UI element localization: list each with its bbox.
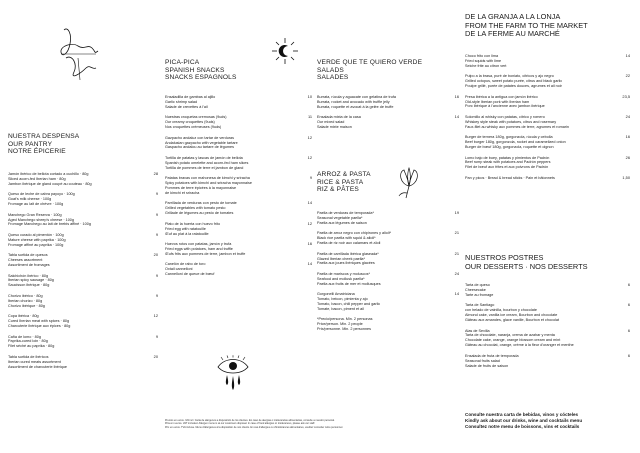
- menu-item: [317, 317, 459, 332]
- menu-item-name: Paella de carrillada ibérica glaseada*: [317, 251, 379, 256]
- menu-item-name: Manchego Gran Reserva · 100g: [8, 212, 62, 217]
- legal-line: Prix en euros. TVA incluse. Menu d'allergènes à la disposition de nos clients. En cas d'allergies ou d'intolérances alimentaires, veuillez consulter notre personnel.: [165, 425, 343, 429]
- menu-item-translation: Grilled vegetables with tomato pesto: [165, 206, 226, 211]
- menu-item-translation: Sliced acorn-fed Iberian ham · 80g: [8, 176, 66, 181]
- menu-item: [317, 95, 459, 110]
- menu-item-price: 16: [625, 134, 630, 140]
- menu-item-name: Pan y picos · Bread & bread sticks · Pain et bâtonnets: [465, 175, 555, 180]
- menu-item-translation: con helado de vainilla, bourbon y chocolate: [465, 308, 537, 313]
- menu-item: [165, 242, 312, 257]
- menu-item-name: Copa ibérica · 80g: [8, 314, 39, 319]
- menu-item-translation: Fromage affiné au paprika · 100g: [8, 242, 64, 247]
- menu-item-translation: Burrata, rocket and avocado with truffle jelly: [317, 99, 390, 104]
- menu-item-translation: Tortilla de pommes de terre et jambon de gland: [165, 165, 244, 170]
- menu-item-price: 12: [307, 220, 312, 226]
- menu-item: [165, 222, 312, 237]
- menu-item-translation: Iberian chorizo · 80g: [8, 298, 43, 303]
- menu-item-translation: Fried eggs with potatoes, ham and truffle: [165, 247, 233, 251]
- menu-item-price: 24: [625, 113, 630, 119]
- menu-item-name: Paella de arroz negro con chipirones y alioli*: [317, 231, 392, 236]
- menu-item: [8, 233, 158, 248]
- menu-item-price: 6: [627, 282, 630, 287]
- menu-item-translation: Faux-filet au whisky aux pommes de terre, agrumes et romarin: [465, 124, 569, 129]
- title-line: DE LA FERME AU MARCHÉ: [465, 29, 560, 39]
- title-line: VERDE QUE TE QUIERO VERDE: [317, 59, 423, 66]
- menu-item-name: Ensalada de fruta de temporada: [465, 353, 519, 358]
- menu-item: [465, 303, 630, 323]
- menu-item-name: Chorizo ibérico · 80g: [8, 293, 43, 298]
- menu-item-price: 14: [625, 53, 630, 58]
- menu-item-translation: Grilled octopus, sweet potato purée, citrus and black garlic: [465, 79, 563, 84]
- menu-item-translation: Gâteau au chocolat, orange, crème à la fleur d'oranger et menthe: [465, 343, 574, 348]
- menu-item-price: 21: [454, 250, 459, 256]
- legal-line: Prices in euros. VAT included. Allergen menu is at our customers disposal. In case of food allergies or intolerances, please ask our staff.: [165, 422, 316, 426]
- menu-item-translation: Chocolate cake, orange, orange blossom cream and mint: [465, 338, 561, 343]
- menu-item-translation: Tomato, beicon, pimienta y ajo: [317, 297, 368, 302]
- menu-item-translation: Seasonal fruits salad: [465, 358, 500, 363]
- menu-item-translation: Charcuterie ibérique aux épices · 80g: [8, 324, 71, 328]
- menu-item-name: Salchichón ibérico · 80g: [8, 273, 49, 278]
- menu-item-name: Caña de lomo · 80g: [8, 334, 41, 339]
- menu-item-name: Paella de verduras de temporada*: [317, 211, 374, 215]
- menu-item-translation: Almond cake, vanilla ice cream, Bourbon and chocolate: [465, 313, 558, 318]
- menu-item-translation: Garlic shrimp salad: [165, 99, 198, 104]
- title-line: RIZ & PÂTES: [317, 186, 359, 194]
- menu-item-price: 23,5: [622, 93, 630, 99]
- menu-item-name: Tortilla de patatas y lascas de jamón de bellota: [165, 155, 243, 160]
- farm-market-list: [465, 54, 630, 186]
- title-line: ARROZ & PASTA: [317, 171, 371, 178]
- menu-item-price: 12: [307, 134, 312, 140]
- menu-item: [465, 283, 630, 298]
- menu-item: [465, 329, 630, 349]
- menu-item-translation: Paella de riz noir aux calamars et aïoli: [317, 241, 381, 246]
- menu-item: [465, 115, 630, 130]
- menu-item-translation: Seiche frite au citron vert: [465, 63, 507, 68]
- menu-item: [165, 201, 312, 216]
- menu-item-price: 10: [307, 94, 312, 99]
- menu-item-name: Gorgonelli Amatriciana: [317, 292, 355, 297]
- menu-item-translation: Tarta de chocolate, naranja, crema de azahar y menta: [465, 333, 555, 338]
- menu-item-translation: Cheesecake: [465, 287, 486, 292]
- footer-line: Consultez notre menu de boissons, vins et cocktails: [465, 423, 580, 429]
- menu-item-name: Queso de leche de cabra payoyo · 100g: [8, 192, 75, 197]
- menu-item-price: 16: [454, 94, 459, 99]
- menu-item: [465, 354, 630, 369]
- menu-item-name: Ensaladilla de gambas al ajillo: [165, 95, 216, 99]
- menu-item-price: 9: [155, 292, 158, 298]
- menu-item-translation: Tomate, bacon, piment et ail: [317, 306, 364, 311]
- menu-item-translation: Spanish potato omelette and acorn-fed ham slices: [165, 160, 249, 165]
- menu-item-translation: Paella aux fruits de mer et mollusques: [317, 281, 381, 286]
- menu-item-translation: Gaspacho andalou au tartare de légumes: [165, 145, 235, 150]
- menu-item-price: 19: [454, 210, 459, 215]
- menu-item-translation: Nos croquettes crémeuses (9uds): [165, 125, 222, 130]
- menu-item-translation: Beef burger 180g, gorgonzola, rocket and caramelized onion: [465, 140, 566, 145]
- menu-item-price: 20: [153, 353, 158, 359]
- menu-item: [8, 274, 158, 289]
- menu-item-price: 16: [307, 241, 312, 247]
- menu-item-translation: Prix/personne. Min. 2 personnes: [317, 327, 371, 332]
- menu-item-translation: Our creamy croquettes (9uds): [165, 120, 215, 125]
- menu-item: [165, 136, 312, 151]
- menu-item-name: Lomo bajo de buey, patatas y pimientos de Padrón: [465, 155, 550, 160]
- menu-item-price: 28: [153, 171, 158, 176]
- menu-item-translation: Gâteau aux amandes, glace vanille, Bourbon et chocolat: [465, 318, 560, 323]
- sun-moon-icon: [270, 36, 300, 66]
- menu-item-translation: Mature cheese with paprika · 100g: [8, 237, 66, 242]
- menu-item-price: 20: [153, 252, 158, 258]
- menu-item-price: 6: [627, 302, 630, 308]
- menu-item-translation: Goat's milk cheese · 100g: [8, 197, 52, 202]
- menu-item-price: 9: [155, 333, 158, 339]
- menu-item-translation: Œufs frits aux pommes de terre, jambon et truffe: [165, 251, 246, 256]
- menu-item-name: Ensalada mixta de la casa: [317, 115, 361, 120]
- menu-item: [465, 135, 630, 150]
- title-line: SALADES: [317, 74, 349, 82]
- menu-item-name: Tarta de Santiago: [465, 303, 495, 308]
- menu-item: [465, 95, 630, 110]
- menu-item-translation: Fried egg with ratatouille: [165, 226, 206, 231]
- menu-item-name: Solomillo al whisky con patatas, cítrico y romero: [465, 114, 545, 119]
- title-line: SALADS: [317, 66, 344, 74]
- menu-item-translation: Burrata, roquette et avocat à la gelée de truffe: [317, 104, 394, 109]
- menu-item-name: Queso curado al pimentón · 100g: [8, 232, 64, 237]
- pantry-list: [8, 172, 158, 375]
- menu-item-name: Burrata, rúcula y aguacate con gelatina de trufa: [317, 95, 397, 99]
- title-line: NUESTRA DESPENSA: [8, 133, 80, 140]
- menu-item-price: 22: [625, 73, 630, 79]
- menu-item-translation: Seafood and mollusk paella*: [317, 276, 365, 281]
- snacks-title: [165, 59, 237, 82]
- menu-item-translation: Whiskey style steak with potatoes, citrus and rosemary: [465, 119, 557, 124]
- menu-item-name: Huevos rotos con patatas, jamón y trufa: [165, 242, 232, 247]
- title-line: PICA-PICA: [165, 59, 200, 66]
- menu-item-translation: de kimchi et sriracha: [165, 190, 200, 195]
- menu-item-price: 24: [454, 270, 459, 276]
- menu-item-name: Tabla surtida de quesos: [8, 253, 48, 258]
- menu-item-translation: Iberian cured meats assortment: [8, 359, 61, 364]
- menu-item: [465, 54, 630, 69]
- menu-item-translation: Salade de crevettes à l'ail: [165, 104, 208, 109]
- signature-logo: [58, 24, 100, 82]
- menu-item: [8, 314, 158, 329]
- menu-item-name: Gazpacho andaluz con tartar de verduras: [165, 135, 234, 140]
- menu-item-price: 12: [307, 154, 312, 160]
- menu-item-translation: Pommes de terre épicées à la mayonnaise: [165, 186, 237, 191]
- menu-item-translation: Fromage Manchego au lait de brebis affiné · 100g: [8, 222, 91, 227]
- menu-item-name: Pulpo a la brasa, puré de boniato, cítricos y ajo negro: [465, 74, 554, 79]
- menu-item-translation: Porc ibérique à l'ancienne avec jambon ibérique: [465, 104, 545, 109]
- title-line: OUR DESSERTS · NOS DESSERTS: [465, 261, 588, 271]
- menu-item-price: 14: [454, 291, 459, 297]
- menu-item: [165, 176, 312, 196]
- menu-item: [8, 192, 158, 207]
- menu-item-translation: Beef rump steak with potatoes and Padrón peppers: [465, 160, 551, 165]
- menu-item: [8, 355, 158, 370]
- menu-item-name: Tarta de queso: [465, 283, 490, 287]
- menu-item-translation: Poulpe grillé, purée de patates douces, agrumes et ail noir: [465, 84, 562, 89]
- menu-item-price: 6: [627, 352, 630, 358]
- menu-item-price: 14: [307, 261, 312, 267]
- title-line: RICE & PASTA: [317, 178, 364, 186]
- title-line: NUESTROS POSTRES: [465, 253, 544, 262]
- menu-item-translation: Oxtail cannelloni: [165, 267, 193, 272]
- menu-item-price: 14: [307, 200, 312, 206]
- menu-item-translation: Cheeses assortment: [8, 258, 43, 263]
- menu-item-translation: Tarte au fromage: [465, 292, 494, 297]
- menu-item-translation: Jambon ibérique de gland coupé au couteau · 80g: [8, 181, 92, 186]
- menu-item-name: *Precio/persona. Min. 2 personas: [317, 317, 373, 322]
- menu-item-price: 14: [454, 114, 459, 120]
- menu-item-price: 6: [627, 327, 630, 333]
- menu-item-price: 9: [155, 272, 158, 278]
- menu-item-translation: Aged Manchego sheep's cheese · 100g: [8, 217, 74, 222]
- desserts-list: [465, 283, 630, 374]
- menu-item-translation: Burger de bœuf 180g, gorgonzola, roquette et oignon: [465, 145, 554, 150]
- menu-item-name: Jamón ibérico de bellota cortado a cuchillo · 80g: [8, 172, 89, 176]
- menu-item-name: Tabla surtida de ibéricos: [8, 354, 49, 359]
- menu-item-price: 26: [625, 154, 630, 160]
- menu-item: [165, 156, 312, 171]
- menu-item-translation: Chorizo ibérique · 80g: [8, 303, 45, 308]
- drinks-footer: [465, 412, 582, 429]
- menu-item-name: Choco frito con lima: [465, 54, 499, 58]
- farm-market-title: [465, 13, 588, 39]
- rice-title: [317, 171, 371, 194]
- menu-item-translation: Fromage au lait de chèvre · 100g: [8, 202, 64, 207]
- desserts-title: [465, 254, 588, 271]
- menu-item-price: 12: [153, 313, 158, 319]
- menu-item-translation: Filet de bœuf aux frites et aux poivrons de Padrón: [465, 165, 549, 170]
- menu-item: [165, 262, 312, 277]
- menu-item-price: 9: [309, 175, 312, 181]
- menu-item-name: Nuestras croquetas cremosas (9uds): [165, 115, 227, 120]
- menu-item-translation: Salade de fruits de saison: [465, 363, 509, 368]
- menu-item-name: Parrillada de verduras con pesto de tomate: [165, 201, 237, 206]
- menu-item-price: 1,50: [622, 174, 630, 180]
- menu-item: [465, 74, 630, 89]
- menu-item-translation: Spicy potatoes with kimchi and sriracha mayonnaise: [165, 181, 252, 186]
- menu-item: [317, 272, 459, 287]
- menu-item-translation: Glazed Iberian cheek paella*: [317, 256, 365, 261]
- menu-item-name: Burger de ternera 180g, gorgonzola, rúcula y cebolla: [465, 135, 553, 140]
- footer-line: Consulte nuestra carta de bebidas, vinos y cócteles: [465, 412, 579, 417]
- menu-item-translation: Paella aux légumes de saison: [317, 220, 367, 225]
- menu-item-name: Plato de la huerta con huevo frito: [165, 221, 221, 226]
- legal-line: Precios en euros. IVA incl. Carta de alérgenos a disposición de los clientes. En caso de alergias o intolerancias alimentarias, consulte a nuestro personal.: [165, 419, 335, 422]
- menu-item: [8, 213, 158, 228]
- menu-item-translation: Cured Iberian meat with spices · 80g: [8, 319, 70, 324]
- title-line: OUR PANTRY: [8, 140, 53, 148]
- menu-item: [165, 115, 312, 130]
- title-line: SPANISH SNACKS: [165, 66, 225, 74]
- menu-item-name: Patatas bravas con mahonesa de kimchi y sriracha: [165, 176, 250, 181]
- title-line: FROM THE FARM TO THE MARKET: [465, 20, 588, 30]
- menu-item-translation: Black rice paella with squid & alioli*: [317, 236, 376, 241]
- title-line: DE LA GRANJA A LA LONJA: [465, 12, 561, 21]
- menu-item-price: 11: [307, 114, 312, 120]
- menu-item: [465, 176, 630, 181]
- menu-item-name: Paella de mariscos y moluscos*: [317, 271, 370, 276]
- menu-item: [8, 172, 158, 187]
- menu-item-translation: Œuf au plat à la ratatouille: [165, 231, 209, 236]
- menu-item-name: Alas de Sevilla: [465, 328, 490, 333]
- menu-item-translation: Cannelloni de queue de bœuf: [165, 272, 215, 277]
- menu-item-translation: Grillade de légumes au pesto de tomates: [165, 211, 234, 216]
- menu-item: [8, 294, 158, 309]
- menu-item-translation: Seasonal vegetable paella*: [317, 215, 363, 220]
- menu-item: [317, 115, 459, 130]
- menu-item: [317, 231, 459, 246]
- menu-item-translation: Old-style Iberian pork with Iberian ham: [465, 99, 530, 104]
- flower-icon: [394, 166, 424, 200]
- menu-item-price: 9: [155, 231, 158, 237]
- menu-item-translation: Filet séché au paprika · 80g: [8, 344, 55, 349]
- menu-item-name: Canelón de rabo de toro: [165, 262, 206, 267]
- menu-item-translation: Assortiment de charcuterie ibérique: [8, 364, 67, 369]
- menu-item-translation: Assortiment de fromages: [8, 263, 50, 268]
- menu-item-translation: Salade mixte maison: [317, 125, 352, 130]
- menu-item-translation: Tomato, bacon, chili pepper and garlic: [317, 302, 381, 307]
- title-line: SNACKS ESPAGNOLS: [165, 74, 237, 82]
- menu-item: [8, 335, 158, 350]
- menu-item-translation: Paprika-cured loin · 80g: [8, 339, 48, 344]
- snacks-list: [165, 95, 312, 283]
- salads-title: [317, 59, 422, 82]
- menu-item-translation: Price/person. Min. 2 people: [317, 322, 363, 327]
- salads-list: [317, 95, 459, 136]
- menu-item: [8, 253, 158, 268]
- title-line: NOTRE ÉPICERIE: [8, 148, 66, 156]
- menu-item-price: 9: [155, 191, 158, 197]
- menu-item: [317, 252, 459, 267]
- menu-item: [317, 292, 459, 312]
- rice-list: [317, 211, 459, 338]
- crying-eye-icon: [215, 355, 251, 393]
- menu-item-name: Presa ibérica a la antigua con jamón ibérico: [465, 94, 538, 99]
- pantry-title: [8, 133, 79, 156]
- menu-item-translation: Andalusian gazpacho with vegetable tartare: [165, 140, 238, 145]
- menu-item-price: 9: [155, 211, 158, 217]
- legal-note: [165, 419, 343, 429]
- menu-item-translation: Our mixed salad: [317, 120, 345, 125]
- menu-item-translation: Iberian spicy sausage · 80g: [8, 278, 54, 283]
- menu-item-translation: Paella aux joues ibériques glacées: [317, 261, 375, 266]
- menu-item-price: 21: [454, 230, 459, 236]
- menu-item-translation: Saucisson ibérique · 80g: [8, 283, 50, 288]
- menu-item: [465, 156, 630, 171]
- menu-item: [165, 95, 312, 110]
- menu-item-translation: Fried squids with lime: [465, 58, 502, 63]
- menu-item: [317, 211, 459, 226]
- footer-line: Kindly ask about our drinks, wine and cocktails menu: [465, 417, 583, 423]
